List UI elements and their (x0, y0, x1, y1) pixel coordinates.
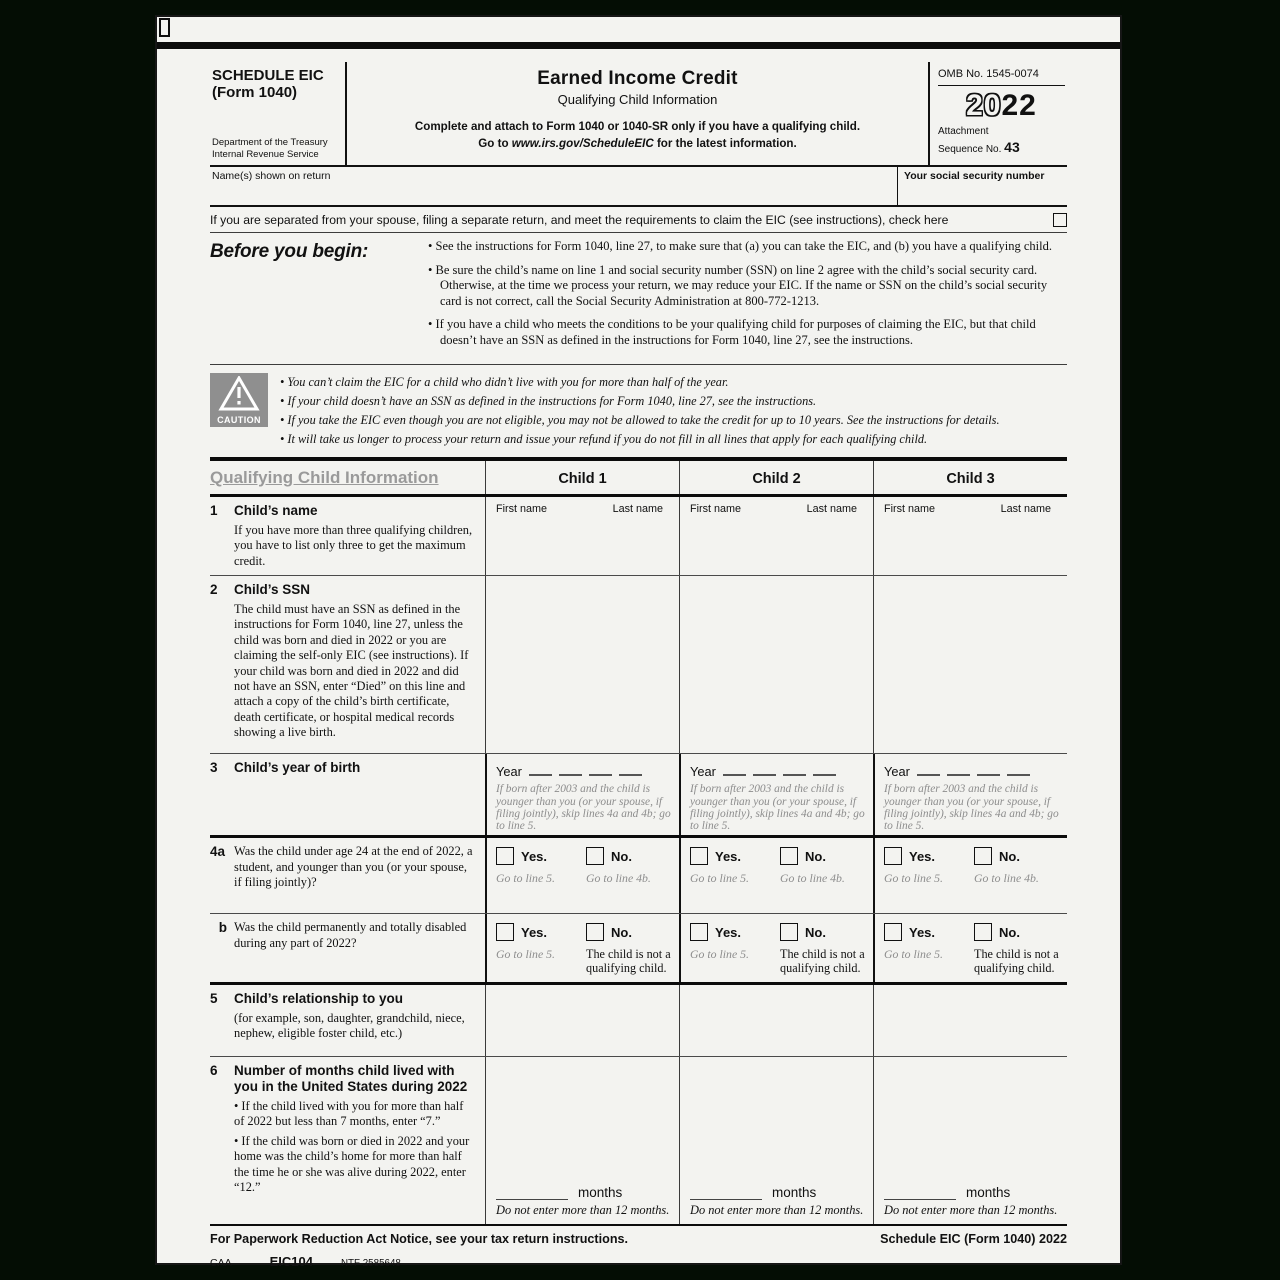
child1-year-blank-2[interactable] (559, 763, 582, 776)
child3-relationship-cell[interactable] (873, 985, 1067, 1056)
child2-months-blank[interactable] (690, 1186, 762, 1200)
form-subtitle: Qualifying Child Information (557, 92, 718, 107)
child2-4a-no-label: No. (805, 848, 826, 864)
row6-bullet2: • If the child was born or died in 2022 and your home was the child’s home for more than half the time he or she was alive during 2022, enter “12.” (234, 1133, 470, 1194)
row-5-relationship (210, 985, 1067, 1057)
child3-4a-no-checkbox[interactable] (974, 847, 992, 865)
child2-4a-yes-note: Go to line 5. (690, 871, 749, 886)
child3-last-name-label: Last name (1000, 503, 1051, 516)
child3-year-cell (873, 754, 1067, 835)
separated-row (210, 207, 1067, 233)
child2-last-name-label: Last name (806, 503, 857, 516)
row-6-months-lived (210, 1057, 1067, 1226)
child3-4a-cell (873, 838, 1067, 913)
child3-name-cell[interactable] (873, 497, 1067, 575)
row1-desc: If you have more than three qualifying children, you have to list only three to get the maximum credit. (234, 523, 473, 568)
child1-4b-no-label: No. (611, 924, 632, 940)
child2-4b-yes-checkbox[interactable] (690, 923, 708, 941)
eic104-code: EIC104 (269, 1254, 313, 1270)
caution-icon (210, 373, 268, 427)
child2-4b-no-label: No. (805, 924, 826, 940)
caution-bullet-1: • You can’t claim the EIC for a child who didn’t live with you for more than half of the year. (280, 375, 729, 389)
form-page (155, 15, 1122, 1270)
child3-year-blank-4[interactable] (1007, 763, 1030, 776)
form-title: Earned Income Credit (537, 68, 738, 89)
child2-4b-no-note: The child is not a qualifying child. (780, 947, 865, 975)
child1-4a-yes-label: Yes. (521, 848, 548, 864)
child2-4a-cell (679, 838, 873, 913)
child1-months-cell (485, 1057, 679, 1224)
child1-name-cell[interactable] (485, 497, 679, 575)
row5-desc: (for example, son, daughter, grandchild, niece, nephew, eligible foster child, etc.) (234, 1011, 465, 1041)
child3-months-label: months (966, 1185, 1011, 1201)
ssn-input-area[interactable] (897, 167, 1067, 205)
caution-bullet-4: • It will take us longer to process your return and issue your refund if you do not fill in all lines that apply for each qualifying child. (280, 432, 928, 447)
caa-label: CAA (210, 1257, 232, 1270)
form-title-block (345, 62, 930, 165)
name-label: Name(s) shown on return (212, 170, 331, 182)
child1-year-cell (485, 754, 679, 835)
child2-months-cell (679, 1057, 873, 1224)
ssn-label: Your social security number (904, 170, 1045, 182)
section-title: Qualifying Child Information (210, 467, 439, 487)
page-corner-mark (159, 18, 170, 37)
child1-year-blank-1[interactable] (529, 763, 552, 776)
child2-year-blank-1[interactable] (723, 763, 746, 776)
child3-4b-yes-checkbox[interactable] (884, 923, 902, 941)
child2-year-blank-2[interactable] (753, 763, 776, 776)
child2-ssn-cell[interactable] (679, 576, 873, 753)
before-title: Before you begin: (210, 241, 369, 262)
row-4b-disabled (210, 914, 1067, 985)
row2-number: 2 (210, 582, 218, 598)
goto-suffix: for the latest information. (653, 137, 797, 151)
attach-instruction: Complete and attach to Form 1040 or 1040-SR only if you have a qualifying child. (414, 120, 861, 133)
child2-year-blank-3[interactable] (783, 763, 806, 776)
row-3-year-of-birth (210, 754, 1067, 838)
row1-title: Child’s name (234, 503, 318, 519)
child3-4b-cell (873, 914, 1067, 982)
name-input-area[interactable] (210, 167, 897, 205)
child3-year-blank-2[interactable] (947, 763, 970, 776)
child1-4a-no-label: No. (611, 848, 632, 864)
footer-codes (210, 1254, 1067, 1269)
child2-relationship-cell[interactable] (679, 985, 873, 1056)
child1-months-blank[interactable] (496, 1186, 568, 1200)
name-ssn-row (210, 167, 1067, 207)
child2-months-label: months (772, 1185, 817, 1201)
caution-bullet-3: • If you take the EIC even though you are not eligible, you may not be allowed to take the credit for up to 10 years. See the instructions for details. (280, 413, 1000, 428)
row6-number: 6 (210, 1063, 218, 1079)
child3-4b-yes-note: Go to line 5. (884, 947, 943, 962)
child3-year-note: If born after 2003 and the child is younger than you (or your spouse, if filing jointly), skip lines 4a and 4b; go to line 5. (884, 783, 1059, 833)
child1-4b-yes-checkbox[interactable] (496, 923, 514, 941)
child3-4b-no-label: No. (999, 924, 1020, 940)
table-header-row (210, 461, 1067, 497)
child3-4b-no-note: The child is not a qualifying child. (974, 947, 1059, 975)
child1-ssn-cell[interactable] (485, 576, 679, 753)
caution-label: CAUTION (217, 415, 261, 425)
child3-first-name-label: First name (884, 503, 935, 516)
year-outline-digits: 20 (966, 89, 1002, 122)
row3-number: 3 (210, 760, 218, 776)
separated-text: If you are separated from your spouse, filing a separate return, and meet the requirements to claim the EIC (see instructions), check here (210, 212, 949, 227)
omb-number: OMB No. 1545-0074 (938, 68, 1065, 86)
child2-months-note: Do not enter more than 12 months. (690, 1203, 864, 1218)
child2-name-cell[interactable] (679, 497, 873, 575)
goto-instruction (347, 135, 928, 152)
form-id-block (210, 62, 345, 165)
child1-months-note: Do not enter more than 12 months. (496, 1203, 670, 1218)
schedule-label: SCHEDULE EIC (212, 67, 324, 84)
before-you-begin (210, 233, 1067, 365)
child1-months-label: months (578, 1185, 623, 1201)
row2-desc: The child must have an SSN as defined in the instructions for Form 1040, line 27, unless the child was born and died in 2022 or you are claiming the self-only EIC (see instructions). If your child was born and died in 2022 and did not have an SSN, enter “Died” on this line and attach a copy of the child’s birth certificate, death certificate, or hospital medical records showing a live birth. (234, 602, 469, 740)
child1-4b-no-checkbox[interactable] (586, 923, 604, 941)
child1-year-blank-3[interactable] (589, 763, 612, 776)
child2-4b-yes-note: Go to line 5. (690, 947, 749, 962)
child1-4a-cell (485, 838, 679, 913)
row-2-childs-ssn (210, 576, 1067, 754)
irs-url: www.irs.gov/ScheduleEIC (511, 137, 654, 151)
child2-year-label: Year (690, 764, 716, 780)
row4a-question: Was the child under age 24 at the end of 2022, a student, and younger than you (or your spouse, if filing jointly)? (234, 844, 473, 889)
dept-line2: Internal Revenue Service (212, 149, 319, 161)
caution-bullet-2: • If your child doesn’t have an SSN as defined in the instructions for Form 1040, line 27, see the instructions. (280, 394, 817, 409)
child3-4b-yes-label: Yes. (909, 924, 936, 940)
child1-4a-no-note: Go to line 4b. (586, 871, 651, 886)
child3-year-blank-3[interactable] (977, 763, 1000, 776)
child2-first-name-label: First name (690, 503, 741, 516)
child1-4b-no-note: The child is not a qualifying child. (586, 947, 671, 975)
child1-year-blank-4[interactable] (619, 763, 642, 776)
dept-line1: Department of the Treasury (212, 137, 328, 149)
before-bullet-3: • If you have a child who meets the conditions to be your qualifying child for purposes of claiming the EIC, but that child doesn’t have an SSN as defined in the instructions for Form 1040, line 27, see the instructions. (428, 317, 1036, 347)
child3-4a-yes-checkbox[interactable] (884, 847, 902, 865)
child3-ssn-cell[interactable] (873, 576, 1067, 753)
child3-months-note: Do not enter more than 12 months. (884, 1203, 1058, 1218)
child1-year-label: Year (496, 764, 522, 780)
warning-triangle-icon (218, 376, 260, 412)
row5-number: 5 (210, 991, 218, 1007)
child2-4a-yes-checkbox[interactable] (690, 847, 708, 865)
child2-year-cell (679, 754, 873, 835)
child1-first-name-label: First name (496, 503, 547, 516)
row6-title: Number of months child lived with you in the United States during 2022 (234, 1063, 468, 1095)
child3-4a-yes-note: Go to line 5. (884, 871, 943, 886)
tax-year (938, 91, 1065, 121)
child1-4b-cell (485, 914, 679, 982)
footer (210, 1226, 1067, 1246)
attachment-label: Attachment (938, 126, 989, 137)
paperwork-notice: For Paperwork Reduction Act Notice, see your tax return instructions. (210, 1232, 629, 1247)
child2-4a-no-checkbox[interactable] (780, 847, 798, 865)
child2-4b-yes-label: Yes. (715, 924, 742, 940)
child1-last-name-label: Last name (612, 503, 663, 516)
child1-4b-yes-label: Yes. (521, 924, 548, 940)
row4b-question: Was the child permanently and totally disabled during any part of 2022? (234, 920, 467, 950)
separated-checkbox[interactable] (1053, 213, 1067, 227)
child2-header: Child 2 (679, 461, 873, 494)
before-bullet-1: • See the instructions for Form 1040, line 27, to make sure that (a) you can take the EIC, and (b) you have a qualifying child. (428, 239, 1053, 253)
row6-bullet1: • If the child lived with you for more than half of 2022 but less than 7 months, enter “7.” (234, 1099, 464, 1129)
child3-4a-no-note: Go to line 4b. (974, 871, 1039, 886)
before-bullet-2: • Be sure the child’s name on line 1 and social security number (SSN) on line 2 agree with the child’s social security card. Otherwise, at the time we process your return, we may reduce your EIC. If the name or SSN on the child’s social security card is not correct, call the Social Security Administration at 800-772-1213. (428, 262, 1048, 308)
row4b-number: b (218, 920, 227, 936)
child1-4a-yes-note: Go to line 5. (496, 871, 555, 886)
child1-header: Child 1 (485, 461, 679, 494)
child1-4a-yes-checkbox[interactable] (496, 847, 514, 865)
child2-year-note: If born after 2003 and the child is younger than you (or your spouse, if filing jointly), skip lines 4a and 4b; go to line 5. (690, 783, 865, 833)
child3-months-cell (873, 1057, 1067, 1224)
child3-year-blank-1[interactable] (917, 763, 940, 776)
child3-4b-no-checkbox[interactable] (974, 923, 992, 941)
row4a-number: 4a (210, 844, 226, 860)
child3-4a-yes-label: Yes. (909, 848, 936, 864)
sequence-number: 43 (1004, 138, 1020, 155)
sequence-line (938, 139, 1065, 157)
goto-prefix: Go to (478, 137, 512, 151)
row2-title: Child’s SSN (234, 582, 311, 598)
child1-4b-yes-note: Go to line 5. (496, 947, 555, 962)
row-4a-under-24 (210, 838, 1067, 914)
form-footer-id: Schedule EIC (Form 1040) 2022 (880, 1232, 1067, 1247)
form-header (210, 62, 1067, 167)
year-bold-digits: 22 (1001, 89, 1037, 122)
ntf-number: NTF 2585648 (340, 1258, 401, 1270)
row1-number: 1 (210, 503, 218, 519)
omb-block (930, 62, 1067, 165)
caution-block (210, 365, 1067, 454)
child3-year-label: Year (884, 764, 910, 780)
row-1-childs-name (210, 497, 1067, 576)
child3-header: Child 3 (873, 461, 1067, 494)
child3-months-blank[interactable] (884, 1186, 956, 1200)
child2-4a-yes-label: Yes. (715, 848, 742, 864)
child2-4b-no-checkbox[interactable] (780, 923, 798, 941)
child2-4b-cell (679, 914, 873, 982)
row3-title: Child’s year of birth (234, 760, 361, 776)
child2-4a-no-note: Go to line 4b. (780, 871, 845, 886)
form-label: (Form 1040) (212, 83, 298, 101)
child2-year-blank-4[interactable] (813, 763, 836, 776)
row5-title: Child’s relationship to you (234, 991, 404, 1007)
sequence-label: Sequence No. (938, 143, 1005, 155)
child3-4a-no-label: No. (999, 848, 1020, 864)
child1-year-note: If born after 2003 and the child is younger than you (or your spouse, if filing jointly), skip lines 4a and 4b; go to line 5. (496, 783, 671, 833)
child1-relationship-cell[interactable] (485, 985, 679, 1056)
child1-4a-no-checkbox[interactable] (586, 847, 604, 865)
